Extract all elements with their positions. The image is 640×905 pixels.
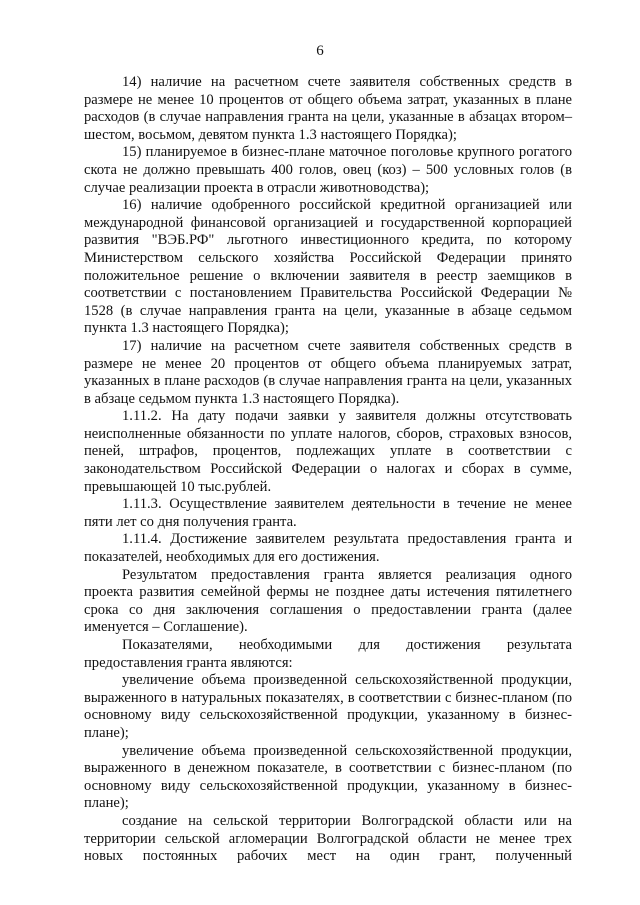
paragraph-1-11-2: 1.11.2. На дату подачи заявки у заявителя должны отсутствовать неисполненные обязанности по уплате налогов, сборов, страховых взносов, пеней, штрафов, процентов, подлежащих уплате в соответствии с законодательством Российской Федерации о налогах и сборах в сумме, превышающей 10 тыс.рублей. [84, 408, 572, 495]
paragraph-indicators-intro: Показателями, необходимыми для достижения результата предоставления гранта являются: [84, 637, 572, 671]
paragraph-indicator-jobs: создание на сельской территории Волгоградской области или на территории сельской агломерации Волгоградской области не менее трех новых постоянных рабочих мест на один грант, полученный [84, 812, 572, 865]
paragraph-1-11-4: 1.11.4. Достижение заявителем результата предоставления гранта и показателей, необходимых для его достижения. [84, 531, 572, 566]
paragraph-1-11-3: 1.11.3. Осуществление заявителем деятельности в течение не менее пяти лет со дня получения гранта. [84, 496, 572, 530]
paragraph-indicator-natural: увеличение объема произведенной сельскохозяйственной продукции, выраженного в натуральных показателях, в соответствии с бизнес-планом (по основному виду сельскохозяйственной продукции, указанному в бизнес-плане); [84, 672, 572, 741]
paragraph-item-16: 16) наличие одобренного российской кредитной организацией или международной финансовой организацией и государственной корпорацией развития "ВЭБ.РФ" льготного инвестиционного кредита, по которому Министерством сельского хозяйства Российской Федерации принято положительное решение о включении заявителя в реестр заемщиков в соответствии с постановлением Правительства Российской Федерации № 1528 (в случае направления гранта на цели, указанные в абзаце седьмом пункта 1.3 настоящего Порядка); [84, 197, 572, 337]
paragraph-item-15: 15) планируемое в бизнес-плане маточное поголовье крупного рогатого скота не должно превышать 400 голов, овец (коз) – 500 условных голов (в случае реализации проекта в отрасли животноводства); [84, 144, 572, 196]
paragraph-item-17: 17) наличие на расчетном счете заявителя собственных средств в размере не менее 20 процентов от общего объема планируемых затрат, указанных в плане расходов (в случае направления гранта на цели, указанных в абзаце седьмом пункта 1.3 настоящего Порядка). [84, 337, 572, 407]
page-number: 6 [316, 43, 324, 59]
paragraph-grant-result: Результатом предоставления гранта является реализация одного проекта развития семейной фермы не позднее даты истечения пятилетнего срока со дня заключения соглашения о предоставлении гранта (далее именуется – Соглашение). [84, 566, 572, 636]
document-body [84, 74, 572, 866]
paragraph-item-14: 14) наличие на расчетном счете заявителя собственных средств в размере не менее 10 процентов от общего объема затрат, указанных в плане расходов (в случае направления гранта на цели, указанные в абзацах втором–шестом, восьмом, девятом пункта 1.3 настоящего Порядка); [84, 74, 572, 143]
paragraph-indicator-monetary: увеличение объема произведенной сельскохозяйственной продукции, выраженного в денежном показателе, в соответствии с бизнес-планом (по основному виду сельскохозяйственной продукции, указанному в бизнес-плане); [84, 742, 572, 812]
